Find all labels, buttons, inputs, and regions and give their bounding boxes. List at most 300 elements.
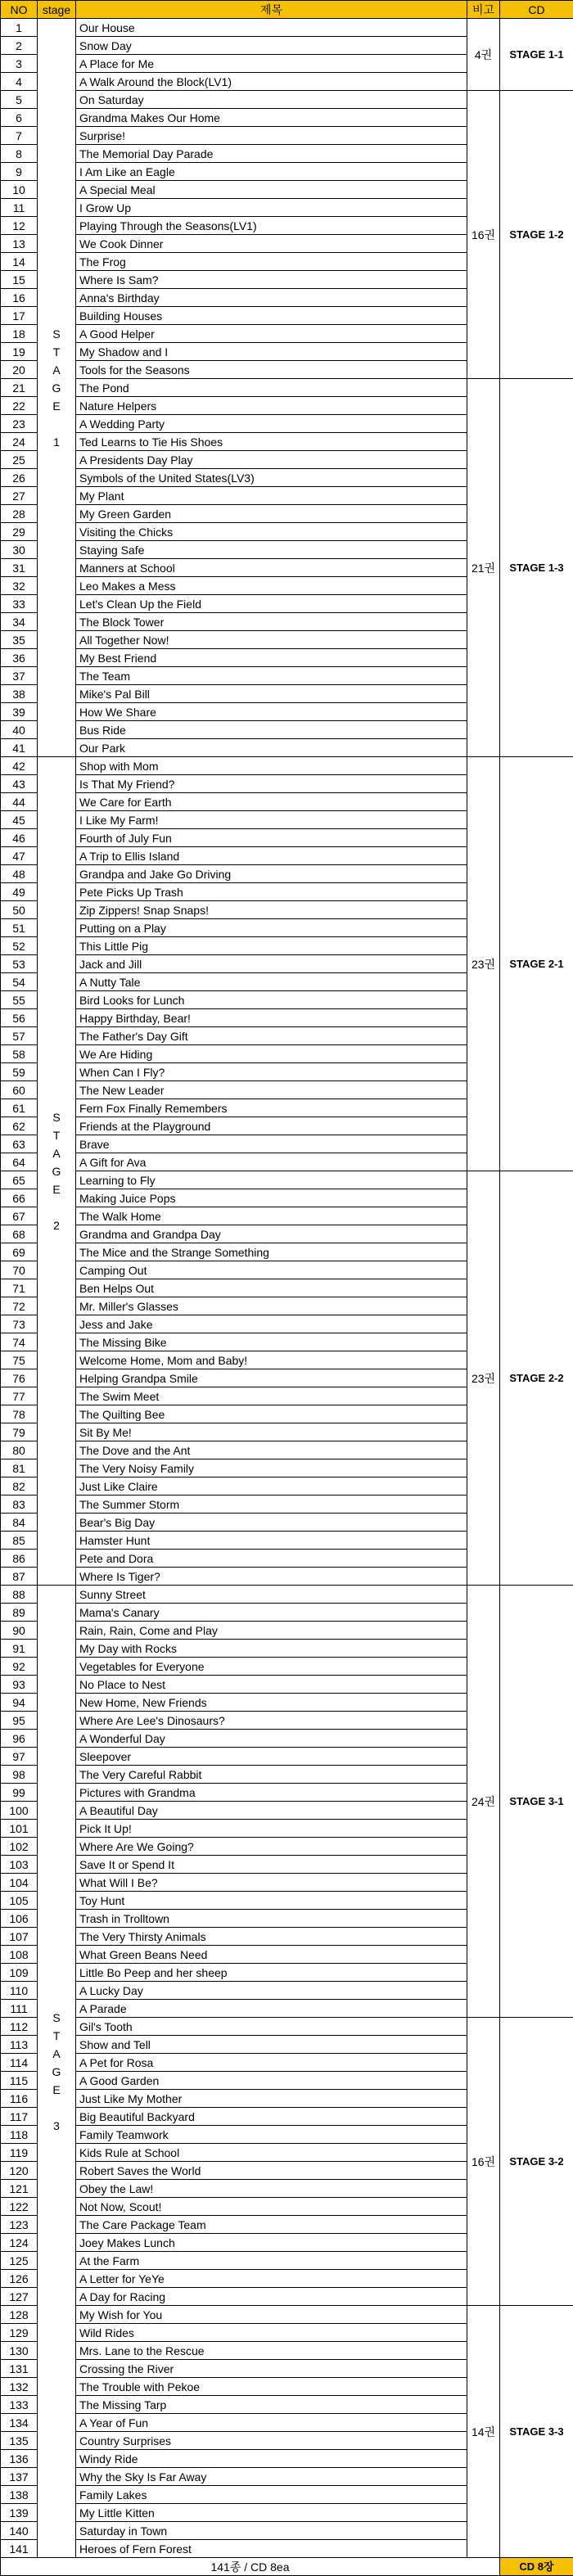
table-row <box>1 1586 573 1604</box>
table-row <box>1 91 573 109</box>
book-title: When Can I Fly? <box>76 1063 467 1081</box>
book-number: 38 <box>1 685 38 703</box>
book-title: The Pond <box>76 379 467 397</box>
group-cd-label: STAGE 1-1 <box>500 19 573 91</box>
book-number: 132 <box>1 2378 38 2396</box>
book-number: 47 <box>1 847 38 865</box>
group-volume-count: 24권 <box>467 1586 500 2018</box>
book-title: Gil's Tooth <box>76 2018 467 2036</box>
book-number: 137 <box>1 2468 38 2486</box>
book-number: 124 <box>1 2234 38 2252</box>
book-title: What Will I Be? <box>76 1874 467 1892</box>
book-number: 74 <box>1 1333 38 1351</box>
group-cd-label: STAGE 2-1 <box>500 757 573 1171</box>
book-title: A Pet for Rosa <box>76 2054 467 2072</box>
stage-label <box>38 19 76 757</box>
book-title: Family Lakes <box>76 2486 467 2504</box>
group-cd-label: STAGE 3-2 <box>500 2018 573 2306</box>
table-row <box>1 2018 573 2036</box>
book-number: 36 <box>1 649 38 667</box>
table-row <box>1 757 573 775</box>
book-number: 18 <box>1 325 38 343</box>
book-number: 20 <box>1 361 38 379</box>
book-number: 24 <box>1 433 38 451</box>
book-number: 94 <box>1 1694 38 1712</box>
header-title: 제목 <box>76 1 467 19</box>
book-title: Pete Picks Up Trash <box>76 883 467 901</box>
book-title: Sit By Me! <box>76 1423 467 1441</box>
book-title: I Am Like an Eagle <box>76 163 467 181</box>
book-number: 7 <box>1 127 38 145</box>
book-title: Jack and Jill <box>76 955 467 973</box>
table-row <box>1 2306 573 2324</box>
book-title: Rain, Rain, Come and Play <box>76 1622 467 1640</box>
book-number: 2 <box>1 37 38 55</box>
book-title: A Place for Me <box>76 55 467 73</box>
book-title: Family Teamwork <box>76 2126 467 2144</box>
book-number: 140 <box>1 2522 38 2540</box>
book-number: 35 <box>1 631 38 649</box>
stage-letter: 2 <box>38 1216 75 1234</box>
book-title: Pete and Dora <box>76 1550 467 1568</box>
book-title: A Day for Racing <box>76 2288 467 2306</box>
book-number: 134 <box>1 2414 38 2432</box>
book-number: 88 <box>1 1586 38 1604</box>
book-title: A Presidents Day Play <box>76 451 467 469</box>
book-title: We Cook Dinner <box>76 235 467 253</box>
book-number: 114 <box>1 2054 38 2072</box>
footer-cd-total: CD 8장 <box>500 2558 573 2576</box>
book-title: I Grow Up <box>76 199 467 217</box>
book-title: The Team <box>76 667 467 685</box>
book-title: New Home, New Friends <box>76 1694 467 1712</box>
book-title: The Missing Bike <box>76 1333 467 1351</box>
book-title: Robert Saves the World <box>76 2162 467 2180</box>
book-number: 130 <box>1 2342 38 2360</box>
book-number: 117 <box>1 2108 38 2126</box>
book-title: Crossing the River <box>76 2360 467 2378</box>
book-title: Building Houses <box>76 307 467 325</box>
group-volume-count: 16권 <box>467 91 500 379</box>
book-title: Bus Ride <box>76 721 467 739</box>
book-number: 101 <box>1 1820 38 1838</box>
book-title: What Green Beans Need <box>76 1946 467 1964</box>
book-title: Sunny Street <box>76 1586 467 1604</box>
book-title: A Good Helper <box>76 325 467 343</box>
book-title: Nature Helpers <box>76 397 467 415</box>
book-number: 75 <box>1 1351 38 1369</box>
book-number: 119 <box>1 2144 38 2162</box>
book-title: A Gift for Ava <box>76 1153 467 1171</box>
book-title: Pictures with Grandma <box>76 1784 467 1802</box>
header-stage: stage <box>38 1 76 19</box>
book-number: 41 <box>1 739 38 757</box>
book-title: The Dove and the Ant <box>76 1441 467 1459</box>
book-title: Welcome Home, Mom and Baby! <box>76 1351 467 1369</box>
book-number: 42 <box>1 757 38 775</box>
book-number: 63 <box>1 1135 38 1153</box>
book-number: 13 <box>1 235 38 253</box>
book-number: 112 <box>1 2018 38 2036</box>
book-title: Big Beautiful Backyard <box>76 2108 467 2126</box>
group-volume-count: 21권 <box>467 379 500 757</box>
stage-letter: T <box>38 1126 75 1144</box>
stage-letter: A <box>38 2045 75 2063</box>
book-number: 98 <box>1 1766 38 1784</box>
book-number: 82 <box>1 1477 38 1496</box>
book-number: 34 <box>1 613 38 631</box>
book-number: 5 <box>1 91 38 109</box>
book-title: Making Juice Pops <box>76 1189 467 1207</box>
stage-letter: E <box>38 397 75 415</box>
book-title: Why the Sky Is Far Away <box>76 2468 467 2486</box>
stage-letter: S <box>38 2009 75 2027</box>
book-title: All Together Now! <box>76 631 467 649</box>
book-title: The Care Package Team <box>76 2216 467 2234</box>
book-title: Show and Tell <box>76 2036 467 2054</box>
group-cd-label: STAGE 1-3 <box>500 379 573 757</box>
book-title: A Letter for YeYe <box>76 2270 467 2288</box>
book-title: Mike's Pal Bill <box>76 685 467 703</box>
book-title: My Green Garden <box>76 505 467 523</box>
book-number: 131 <box>1 2360 38 2378</box>
book-number: 8 <box>1 145 38 163</box>
book-number: 66 <box>1 1189 38 1207</box>
book-number: 55 <box>1 991 38 1009</box>
stage-letter: T <box>38 343 75 361</box>
book-title: My Shadow and I <box>76 343 467 361</box>
book-number: 49 <box>1 883 38 901</box>
book-title: The Quilting Bee <box>76 1405 467 1423</box>
book-title: Where Are Lee's Dinosaurs? <box>76 1712 467 1730</box>
book-title: Mama's Canary <box>76 1604 467 1622</box>
book-number: 90 <box>1 1622 38 1640</box>
book-title: Kids Rule at School <box>76 2144 467 2162</box>
stage-letter: E <box>38 1180 75 1198</box>
book-number: 45 <box>1 811 38 829</box>
book-title: Grandpa and Jake Go Driving <box>76 865 467 883</box>
book-number: 104 <box>1 1874 38 1892</box>
stage-label <box>38 757 76 1586</box>
stage-letter <box>38 1198 75 1216</box>
book-title: Where Is Sam? <box>76 271 467 289</box>
book-title: A Wedding Party <box>76 415 467 433</box>
book-title: Where Are We Going? <box>76 1838 467 1856</box>
book-number: 65 <box>1 1171 38 1189</box>
book-number: 92 <box>1 1658 38 1676</box>
book-title: Wild Rides <box>76 2324 467 2342</box>
group-volume-count: 23권 <box>467 757 500 1171</box>
book-title: Leo Makes a Mess <box>76 577 467 595</box>
stage-letter: G <box>38 379 75 397</box>
book-title: The Father's Day Gift <box>76 1027 467 1045</box>
book-number: 77 <box>1 1387 38 1405</box>
book-number: 103 <box>1 1856 38 1874</box>
book-number: 76 <box>1 1369 38 1387</box>
book-title: Save It or Spend It <box>76 1856 467 1874</box>
book-title: A Good Garden <box>76 2072 467 2090</box>
book-number: 99 <box>1 1784 38 1802</box>
book-title: Just Like My Mother <box>76 2090 467 2108</box>
book-title: A Trip to Ellis Island <box>76 847 467 865</box>
book-title: Little Bo Peep and her sheep <box>76 1964 467 1982</box>
book-title: Not Now, Scout! <box>76 2198 467 2216</box>
book-title: Camping Out <box>76 1261 467 1279</box>
book-number: 48 <box>1 865 38 883</box>
book-number: 89 <box>1 1604 38 1622</box>
book-number: 9 <box>1 163 38 181</box>
book-number: 6 <box>1 109 38 127</box>
stage-letter: G <box>38 2063 75 2081</box>
book-number: 26 <box>1 469 38 487</box>
book-title: The Mice and the Strange Something <box>76 1243 467 1261</box>
stage-letter: G <box>38 1162 75 1180</box>
book-title: Shop with Mom <box>76 757 467 775</box>
book-number: 52 <box>1 937 38 955</box>
book-number: 86 <box>1 1550 38 1568</box>
book-number: 64 <box>1 1153 38 1171</box>
group-volume-count: 16권 <box>467 2018 500 2306</box>
book-number: 59 <box>1 1063 38 1081</box>
book-number: 4 <box>1 73 38 91</box>
book-number: 21 <box>1 379 38 397</box>
book-title: My Wish for You <box>76 2306 467 2324</box>
book-title: The Swim Meet <box>76 1387 467 1405</box>
book-title: Manners at School <box>76 559 467 577</box>
stage-label <box>38 1586 76 2558</box>
group-volume-count: 23권 <box>467 1171 500 1586</box>
book-title: Playing Through the Seasons(LV1) <box>76 217 467 235</box>
book-title: The Very Careful Rabbit <box>76 1766 467 1784</box>
book-title: Brave <box>76 1135 467 1153</box>
book-number: 57 <box>1 1027 38 1045</box>
book-number: 1 <box>1 19 38 37</box>
book-number: 126 <box>1 2270 38 2288</box>
book-number: 70 <box>1 1261 38 1279</box>
book-title: Happy Birthday, Bear! <box>76 1009 467 1027</box>
book-title: A Beautiful Day <box>76 1802 467 1820</box>
book-number: 29 <box>1 523 38 541</box>
book-title: A Walk Around the Block(LV1) <box>76 73 467 91</box>
book-number: 43 <box>1 775 38 793</box>
book-number: 84 <box>1 1514 38 1532</box>
footer-row <box>1 2558 573 2576</box>
book-number: 123 <box>1 2216 38 2234</box>
book-title: No Place to Nest <box>76 1676 467 1694</box>
book-title: A Wonderful Day <box>76 1730 467 1748</box>
book-title: Jess and Jake <box>76 1315 467 1333</box>
book-title: Heroes of Fern Forest <box>76 2540 467 2558</box>
book-title: On Saturday <box>76 91 467 109</box>
header-note: 비고 <box>467 1 500 19</box>
stage-letter: 3 <box>38 2117 75 2135</box>
book-number: 30 <box>1 541 38 559</box>
header-row <box>1 1 573 19</box>
book-title: Saturday in Town <box>76 2522 467 2540</box>
book-number: 136 <box>1 2450 38 2468</box>
book-title: Putting on a Play <box>76 919 467 937</box>
book-title: Where Is Tiger? <box>76 1568 467 1586</box>
book-number: 72 <box>1 1297 38 1315</box>
book-number: 108 <box>1 1946 38 1964</box>
book-title: A Lucky Day <box>76 1982 467 2000</box>
book-number: 100 <box>1 1802 38 1820</box>
book-title: Grandma Makes Our Home <box>76 109 467 127</box>
book-title: The Very Noisy Family <box>76 1459 467 1477</box>
group-volume-count: 14권 <box>467 2306 500 2558</box>
book-number: 110 <box>1 1982 38 2000</box>
book-number: 37 <box>1 667 38 685</box>
book-number: 25 <box>1 451 38 469</box>
book-title: Surprise! <box>76 127 467 145</box>
book-number: 122 <box>1 2198 38 2216</box>
book-number: 73 <box>1 1315 38 1333</box>
book-number: 19 <box>1 343 38 361</box>
book-title: Helping Grandpa Smile <box>76 1369 467 1387</box>
book-title: Anna's Birthday <box>76 289 467 307</box>
book-title: Sleepover <box>76 1748 467 1766</box>
book-number: 53 <box>1 955 38 973</box>
book-title: Learning to Fly <box>76 1171 467 1189</box>
book-number: 129 <box>1 2324 38 2342</box>
book-number: 121 <box>1 2180 38 2198</box>
book-title: Is That My Friend? <box>76 775 467 793</box>
book-number: 40 <box>1 721 38 739</box>
book-number: 44 <box>1 793 38 811</box>
book-title: We Are Hiding <box>76 1045 467 1063</box>
book-number: 15 <box>1 271 38 289</box>
book-title: Our Park <box>76 739 467 757</box>
book-number: 28 <box>1 505 38 523</box>
book-title: Pick It Up! <box>76 1820 467 1838</box>
book-number: 106 <box>1 1910 38 1928</box>
book-number: 68 <box>1 1225 38 1243</box>
book-number: 139 <box>1 2504 38 2522</box>
book-title: Ted Learns to Tie His Shoes <box>76 433 467 451</box>
book-number: 116 <box>1 2090 38 2108</box>
book-number: 67 <box>1 1207 38 1225</box>
book-title: The Summer Storm <box>76 1496 467 1514</box>
book-title: Obey the Law! <box>76 2180 467 2198</box>
book-number: 60 <box>1 1081 38 1099</box>
book-number: 87 <box>1 1568 38 1586</box>
book-number: 62 <box>1 1117 38 1135</box>
book-number: 10 <box>1 181 38 199</box>
book-title: My Little Kitten <box>76 2504 467 2522</box>
book-number: 93 <box>1 1676 38 1694</box>
book-number: 141 <box>1 2540 38 2558</box>
book-number: 31 <box>1 559 38 577</box>
book-title: Snow Day <box>76 37 467 55</box>
book-number: 3 <box>1 55 38 73</box>
group-cd-label: STAGE 2-2 <box>500 1171 573 1586</box>
book-title: Country Surprises <box>76 2432 467 2450</box>
book-number: 14 <box>1 253 38 271</box>
book-number: 16 <box>1 289 38 307</box>
stage-letter <box>38 415 75 433</box>
book-title: How We Share <box>76 703 467 721</box>
book-title: Hamster Hunt <box>76 1532 467 1550</box>
book-number: 23 <box>1 415 38 433</box>
book-title: The Very Thirsty Animals <box>76 1928 467 1946</box>
group-volume-count: 4권 <box>467 19 500 91</box>
book-title: The Missing Tarp <box>76 2396 467 2414</box>
book-number: 128 <box>1 2306 38 2324</box>
book-title: Zip Zippers! Snap Snaps! <box>76 901 467 919</box>
stage-letter: S <box>38 325 75 343</box>
book-number: 95 <box>1 1712 38 1730</box>
book-number: 120 <box>1 2162 38 2180</box>
group-cd-label: STAGE 3-3 <box>500 2306 573 2558</box>
book-title: The New Leader <box>76 1081 467 1099</box>
book-number: 79 <box>1 1423 38 1441</box>
book-title: Trash in Trolltown <box>76 1910 467 1928</box>
book-number: 91 <box>1 1640 38 1658</box>
book-number: 12 <box>1 217 38 235</box>
book-number: 17 <box>1 307 38 325</box>
book-title: Toy Hunt <box>76 1892 467 1910</box>
book-number: 54 <box>1 973 38 991</box>
book-title: Bear's Big Day <box>76 1514 467 1532</box>
book-title: Visiting the Chicks <box>76 523 467 541</box>
book-title: The Walk Home <box>76 1207 467 1225</box>
book-number: 109 <box>1 1964 38 1982</box>
book-number: 46 <box>1 829 38 847</box>
book-title: Joey Makes Lunch <box>76 2234 467 2252</box>
book-number: 96 <box>1 1730 38 1748</box>
book-title: My Day with Rocks <box>76 1640 467 1658</box>
book-number: 107 <box>1 1928 38 1946</box>
stage-letter <box>38 2099 75 2117</box>
book-number: 102 <box>1 1838 38 1856</box>
book-number: 133 <box>1 2396 38 2414</box>
book-number: 135 <box>1 2432 38 2450</box>
book-title: Windy Ride <box>76 2450 467 2468</box>
book-number: 78 <box>1 1405 38 1423</box>
book-number: 138 <box>1 2486 38 2504</box>
book-number: 71 <box>1 1279 38 1297</box>
header-no: NO <box>1 1 38 19</box>
book-number: 85 <box>1 1532 38 1550</box>
book-number: 27 <box>1 487 38 505</box>
table-row <box>1 379 573 397</box>
book-title: My Plant <box>76 487 467 505</box>
book-number: 97 <box>1 1748 38 1766</box>
book-title: At the Farm <box>76 2252 467 2270</box>
book-number: 113 <box>1 2036 38 2054</box>
book-title: The Memorial Day Parade <box>76 145 467 163</box>
book-title: A Year of Fun <box>76 2414 467 2432</box>
stage-letter: A <box>38 1144 75 1162</box>
book-title: A Parade <box>76 2000 467 2018</box>
book-number: 127 <box>1 2288 38 2306</box>
book-title: A Nutty Tale <box>76 973 467 991</box>
book-number: 105 <box>1 1892 38 1910</box>
book-title: Mr. Miller's Glasses <box>76 1297 467 1315</box>
book-number: 69 <box>1 1243 38 1261</box>
book-title: Staying Safe <box>76 541 467 559</box>
book-number: 125 <box>1 2252 38 2270</box>
book-title: The Trouble with Pekoe <box>76 2378 467 2396</box>
book-number: 39 <box>1 703 38 721</box>
stage-letter: S <box>38 1108 75 1126</box>
book-title: Let's Clean Up the Field <box>76 595 467 613</box>
book-number: 50 <box>1 901 38 919</box>
book-number: 51 <box>1 919 38 937</box>
stage-letter: A <box>38 361 75 379</box>
group-cd-label: STAGE 3-1 <box>500 1586 573 2018</box>
book-title: My Best Friend <box>76 649 467 667</box>
